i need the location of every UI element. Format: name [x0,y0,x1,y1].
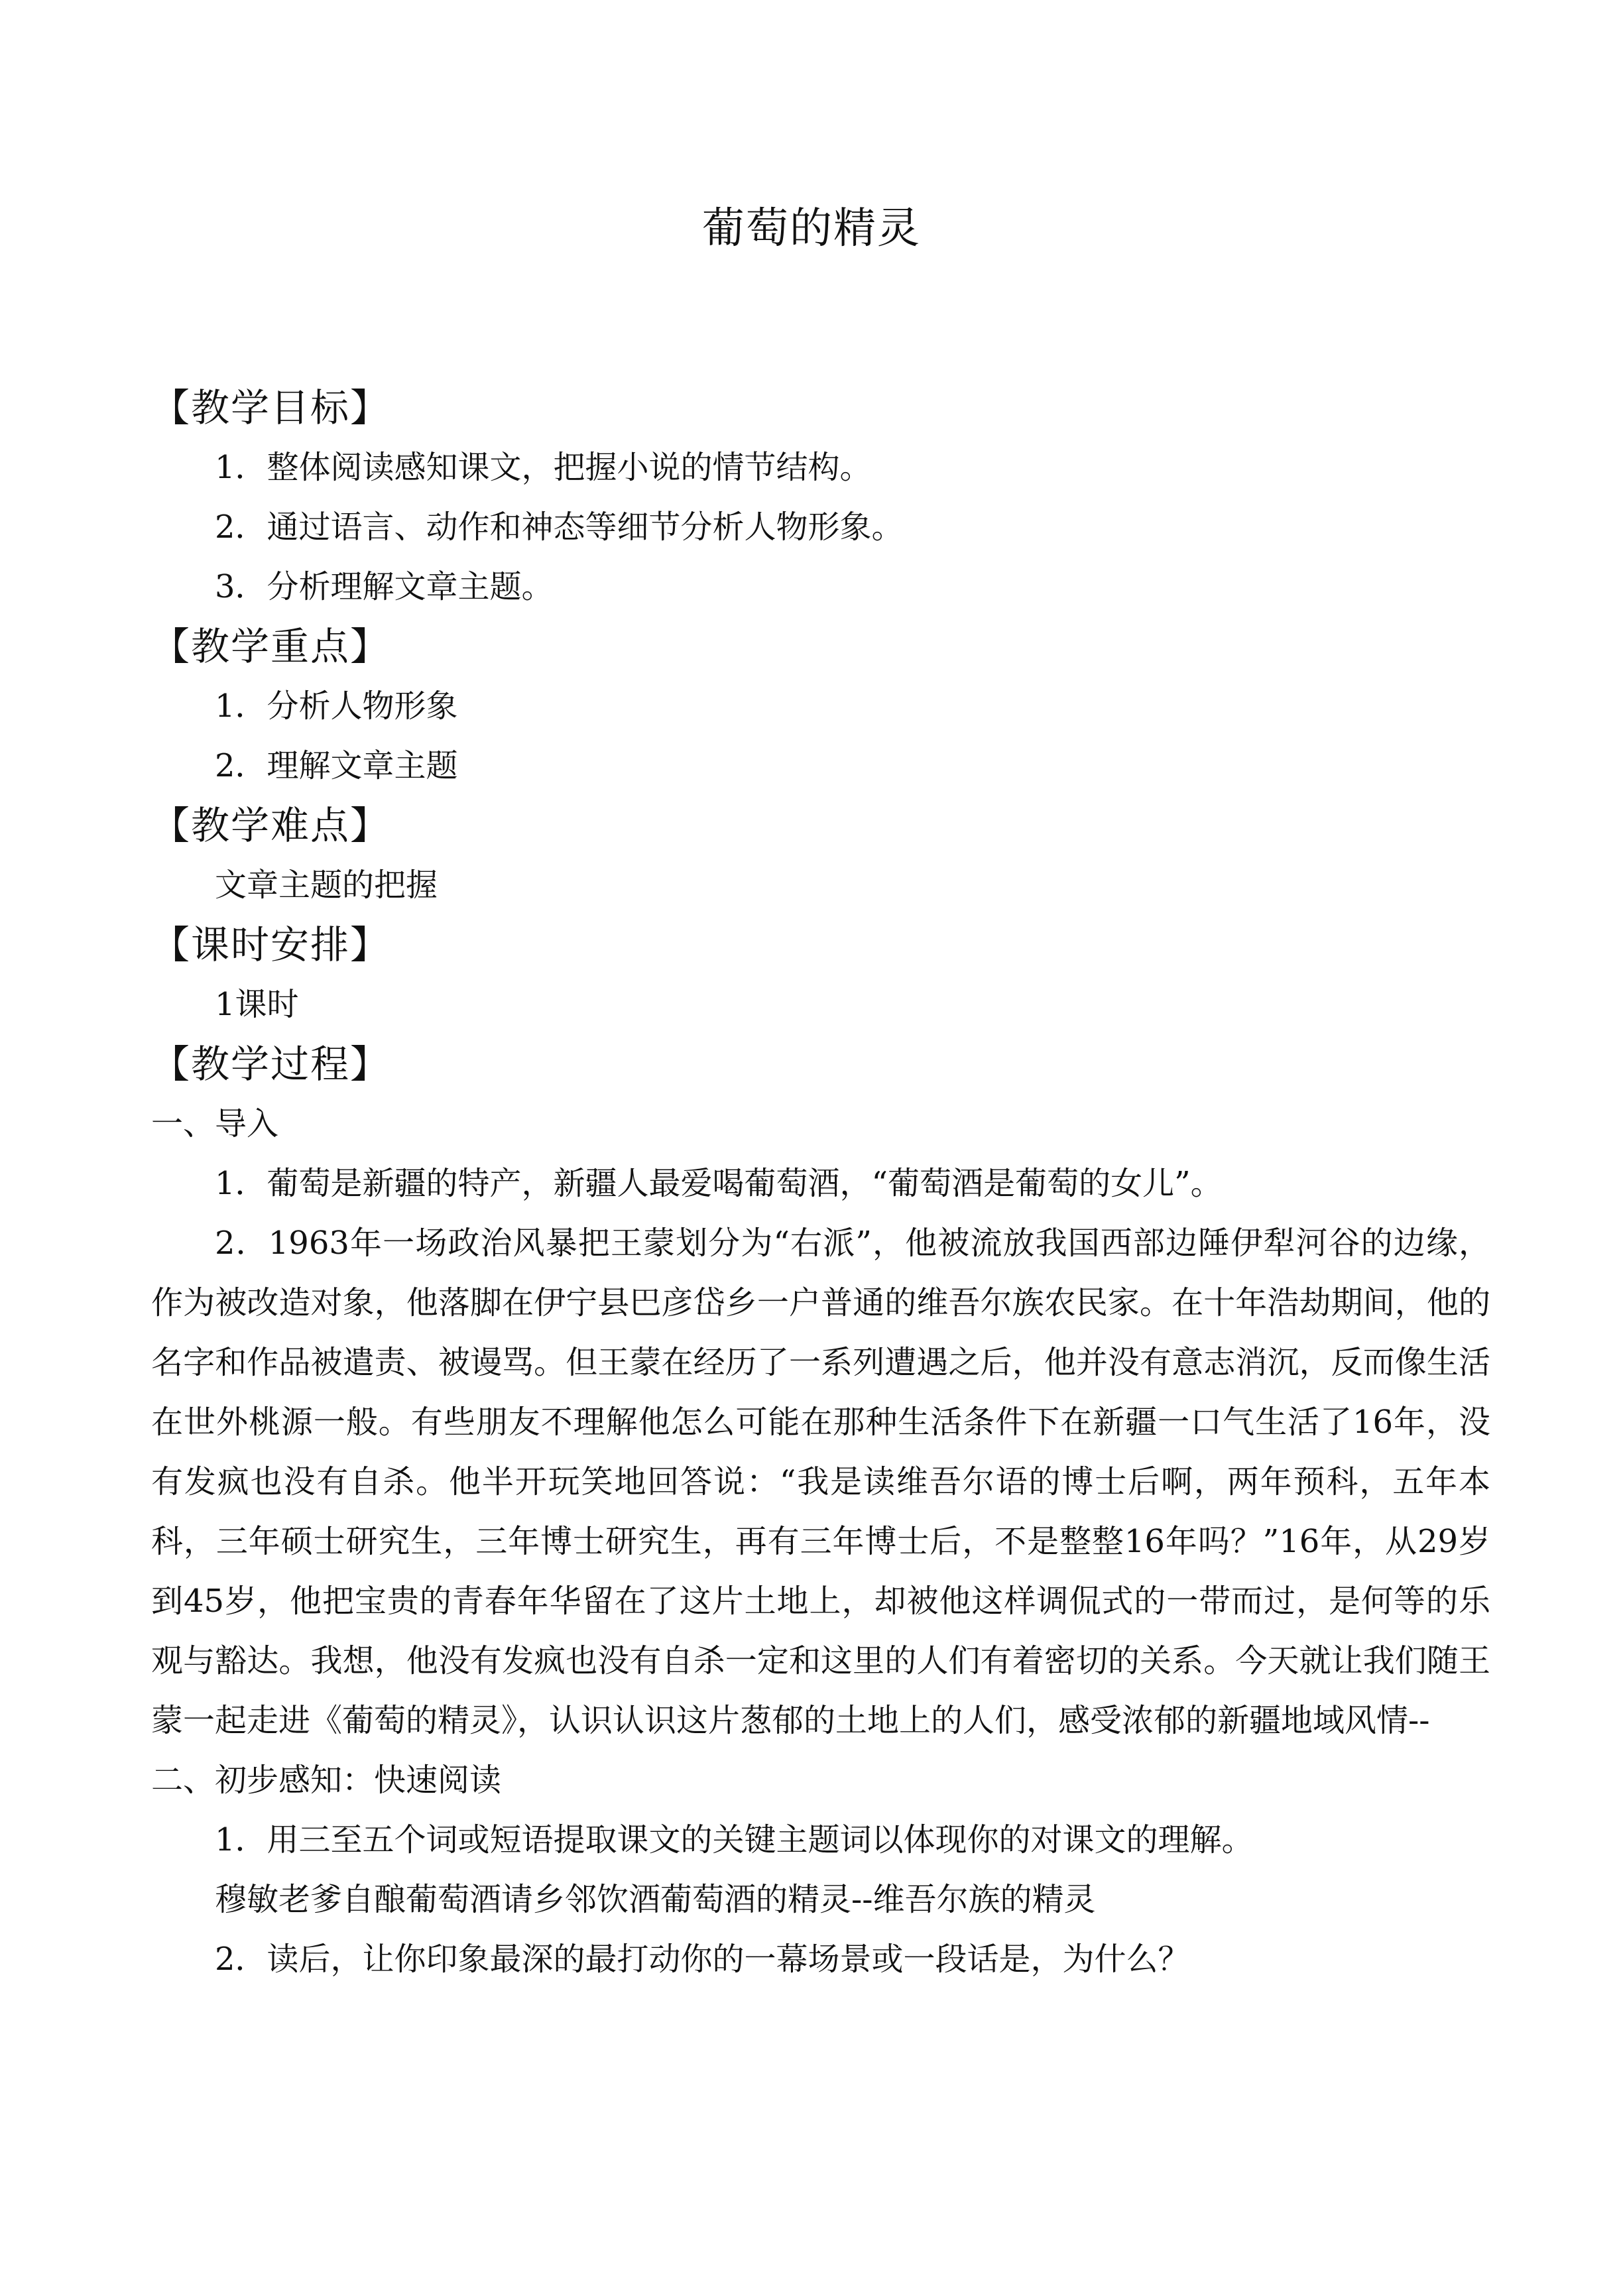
objective-item-1: 1．整体阅读感知课文，把握小说的情节结构。 [215,449,872,486]
difficulties-heading: 【教学难点】 [151,803,391,848]
objectives-heading: 【教学目标】 [151,385,391,430]
difficulty-item-1: 文章主题的把握 [215,867,438,904]
document-title: 葡萄的精灵 [702,204,921,253]
objective-item-3: 3．分析理解文章主题。 [215,568,554,605]
key-point-item-2: 2．理解文章主题 [215,747,458,784]
key-point-item-1: 1．分析人物形象 [215,688,458,725]
section-perception-title: 二、初步感知：快速阅读 [151,1762,502,1799]
perception-answer: 穆敏老爹自酿葡萄酒请乡邻饮酒葡萄酒的精灵--维吾尔族的精灵 [215,1881,1096,1918]
objective-item-2: 2．通过语言、动作和神态等细节分析人物形象。 [215,509,904,546]
schedule-item-1: 1课时 [215,986,299,1023]
document-body [151,378,1490,1989]
process-heading: 【教学过程】 [151,1042,391,1087]
section-intro-title: 一、导入 [151,1105,279,1142]
key-points-heading: 【教学重点】 [151,624,391,669]
perception-item-1: 1．用三至五个词或短语提取课文的关键主题词以体现你的对课文的理解。 [215,1821,1254,1858]
schedule-heading: 【课时安排】 [151,922,391,967]
perception-item-2: 2．读后，让你印象最深的最打动你的一幕场景或一段话是，为什么？ [215,1941,1190,1978]
intro-item-2-paragraph: 2．1963年一场政治风暴把王蒙划分为“右派”，他被流放我国西部边陲伊犁河谷的边缘，作为被改造对象，他落脚在伊宁县巴彦岱乡一户普通的维吾尔族农民家。在十年浩劫期间，他的名字和作品被遣责、被谩骂。但王蒙在经历了一系列遭遇之后，他并没有意志消沉，反而像生活在世外桃源一般。有些朋友不理解他怎么可能在那种生活条件下在新疆一口气生活了16年，没有发疯也没有自杀。他半开玩笑地回答说：“我是读维吾尔语的博士后啊，两年预科，五年本科，三年硕士研究生，三年博士研究生，再有三年博士后，不是整整16年吗？”16年，从29岁到45岁，他把宝贵的青春年华留在了这片土地上，却被他这样调侃式的一带而过，是何等的乐观与豁达。我想，他没有发疯也没有自杀一定和这里的人们有着密切的关系。今天就让我们随王蒙一起走进《葡萄的精灵》，认识认识这片葱郁的土地上的人们，感受浓郁的新疆地域风情-- [151,1225,1490,1739]
intro-item-1: 1．葡萄是新疆的特产，新疆人最爱喝葡萄酒，“葡萄酒是葡萄的女儿”。 [215,1165,1223,1202]
